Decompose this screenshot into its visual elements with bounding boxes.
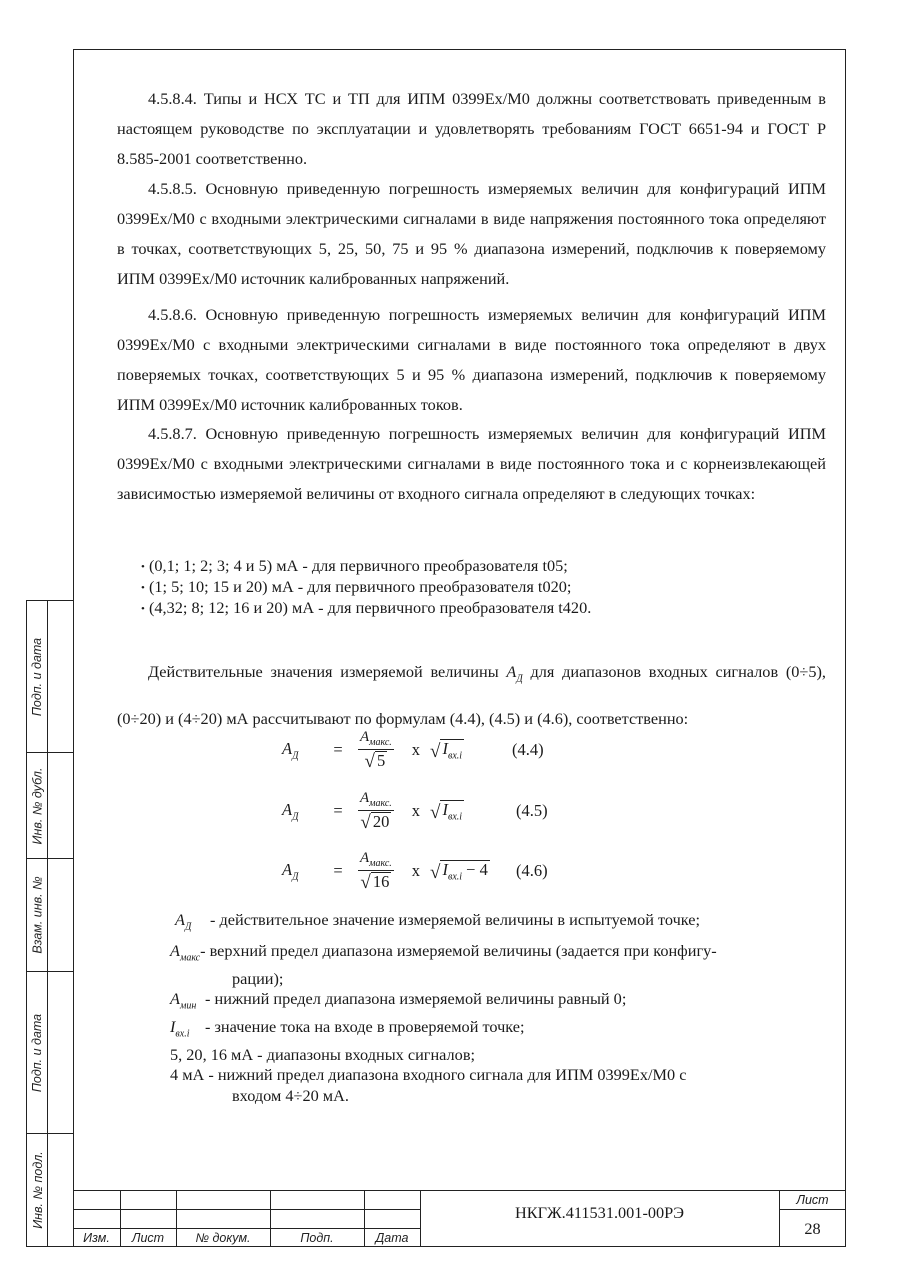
column-signature: Подп. (300, 1231, 334, 1245)
column-sheet: Лист (131, 1231, 165, 1245)
column-change: Изм. (83, 1231, 110, 1245)
sheet-number: 28 (804, 1219, 821, 1238)
formula-number: (4.6) (516, 861, 548, 880)
paragraph-text: 4.5.8.4. Типы и НСХ ТС и ТП для ИПМ 0399Ex/M0 должны соответствовать приведенным в настоящем руководстве по эксплуатации и удовлетворять требованиям ГОСТ 6651-94 и ГОСТ Р 8.585-2001 соответственно. (117, 89, 826, 168)
side-stamp (26, 600, 73, 1247)
stamp-replacement-inventory-no: Взам. инв. № (27, 859, 48, 972)
stamp-signature-date-2: Подп. и дата (27, 972, 48, 1134)
symbols-legend (170, 910, 810, 1106)
measurement-points-list (141, 556, 591, 619)
fraction: $A_{макс.}$ √ 20 (360, 790, 392, 833)
title-block (73, 1190, 846, 1247)
formula-4-6: $A_Д$ = $A_{макс.}$ √ 16 x √ $I_{вх.i} - 4$ (4.6) (282, 850, 548, 893)
paragraph-text: 4.5.8.6. Основную приведенную погрешность измеряемых величин для конфигураций ИПМ 0399Ex/M0 с входными электрическими сигналами в виде постоянного тока определяют в двух поверяемых точках, соответствующих 5 и 95 % диапазона измерений, подключив к поверяемому ИПМ 0399Ex/M0 источник калиброванных токов. (117, 305, 826, 414)
legend-item: 4 мА - нижний предел диапазона входного сигнала для ИПМ 0399Ex/M0 с входом 4÷20 мА. (170, 1065, 687, 1105)
sqrt-expression: √ $I_{вх.i}$ (430, 738, 463, 763)
column-document-no: № докум. (195, 1231, 251, 1245)
sqrt-icon: √ (430, 802, 441, 824)
list-item: • (0,1; 1; 2; 3; 4 и 5) мА - для первичного преобразователя t05; (141, 556, 568, 575)
paragraph-text: 4.5.8.5. Основную приведенную погрешность измеряемых величин для конфигураций ИПМ 0399Ex/M0 с входными электрическими сигналами в виде напряжения постоянного тока определяют в точках, соответствующих 5, 25, 50, 75 и 95 % диапазона измерений, подключив к поверяемому ИПМ 0399Ex/M0 источник калиброванных напряжений. (117, 179, 826, 288)
paragraph-text: 4.5.8.7. Основную приведенную погрешность измеряемых величин для конфигураций ИПМ 0399Ex/M0 с входными электрическими сигналами в виде постоянного тока и с корнеизвлекающей зависимостью измеряемой величины от входного сигнала определяют в следующих точках: (117, 424, 826, 503)
formula-number: (4.5) (516, 801, 548, 820)
sqrt-icon: √ (360, 811, 371, 833)
paragraph-4-5-8-5 (117, 174, 826, 294)
stamp-signature-date-1: Подп. и дата (27, 601, 48, 753)
formula-number: (4.4) (512, 740, 544, 759)
bullet-icon: • (141, 561, 145, 573)
legend-item: $A_Д$ - действительное значение измеряемой величины в испытуемой точке; (175, 910, 701, 933)
symbol-a-d: $A_Д$ (506, 662, 523, 685)
sqrt-expression: √ $I_{вх.i}$ (430, 799, 463, 824)
fraction: $A_{макс.}$ √ 5 (360, 729, 392, 772)
document-code: НКГЖ.411531.001-00РЭ (515, 1203, 684, 1222)
legend-item: 5, 20, 16 мА - диапазоны входных сигналов; (170, 1044, 476, 1064)
sheet-label: Лист (779, 1191, 846, 1210)
stamp-dup-inventory-no: Инв. № дубл. (27, 753, 48, 859)
formula-4-4: $A_Д$ = $A_{макс.}$ √ 5 x √ $I_{вх.i}$ (4.4) (282, 729, 544, 772)
legend-item: $A_{мин}$ - нижний предел диапазона измеряемой величины равный 0; (170, 989, 627, 1012)
fraction: $A_{макс.}$ √ 16 (360, 850, 392, 893)
bullet-icon: • (141, 582, 145, 594)
legend-item: $A_{макс}$ - верхний предел диапазона измеряемой величины (задается при конфигу- рации); (170, 940, 717, 988)
sqrt-icon: √ (364, 750, 375, 772)
paragraph-4-5-8-7 (117, 419, 826, 509)
stamp-original-inventory-no: Инв. № подл. (30, 1151, 45, 1229)
list-item: • (4,32; 8; 12; 16 и 20) мА - для первичного преобразователя t420. (141, 598, 592, 617)
legend-item: $I_{вх.i}$ - значение тока на входе в проверяемой точке; (170, 1016, 525, 1039)
formula-4-5: $A_Д$ = $A_{макс.}$ √ 20 x √ $I_{вх.i}$ (4.5) (282, 790, 548, 833)
bullet-icon: • (141, 603, 145, 615)
list-item: • (1; 5; 10; 15 и 20) мА - для первичного преобразователя t020; (141, 577, 572, 596)
sqrt-expression: √ $I_{вх.i} - 4$ (430, 859, 488, 884)
sqrt-icon: √ (430, 741, 441, 763)
column-date: Дата (375, 1231, 409, 1245)
paragraph-4-5-8-4 (117, 84, 826, 174)
sqrt-icon: √ (360, 871, 371, 893)
sqrt-icon: √ (430, 862, 441, 884)
formulas-intro: Действительные значения измеряемой величины $A_Д$ для диапазонов входных сигналов (0÷5), (0÷20) и (4÷20) мА рассчитывают по формулам (4.4), (4.5) и (4.6), соответственно: (117, 662, 826, 729)
paragraph-4-5-8-6 (117, 300, 826, 420)
